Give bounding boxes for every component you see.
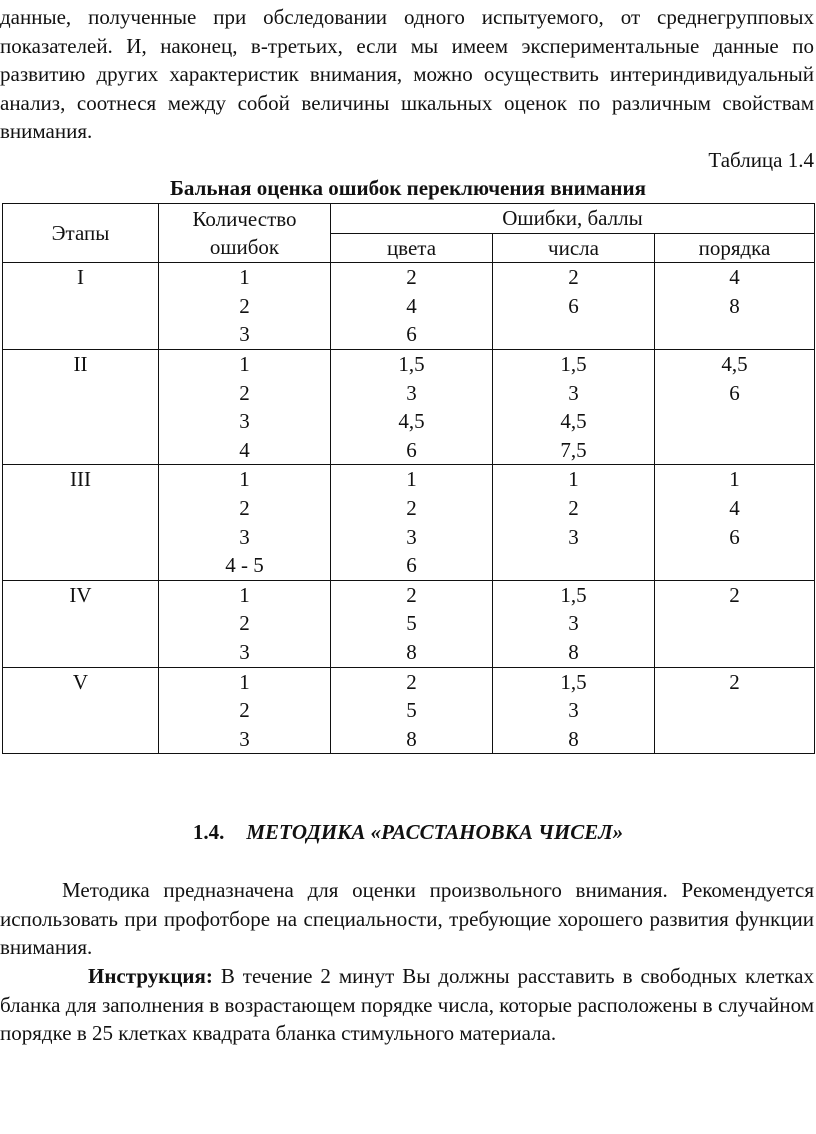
- header-number: числа: [493, 233, 655, 263]
- color-points-value: 3: [406, 380, 417, 405]
- color-points-value: 1,5: [398, 351, 425, 376]
- color-points-cell: [331, 349, 493, 464]
- order-points-value: 4: [729, 265, 740, 290]
- number-points-cell: [493, 465, 655, 580]
- number-points-value: 8: [568, 726, 579, 751]
- color-points-value: 2: [406, 582, 417, 607]
- order-points-value: 2: [729, 582, 740, 607]
- error-count-value: 1: [239, 669, 250, 694]
- color-points-cell: [331, 667, 493, 754]
- color-points-value: 2: [406, 265, 417, 290]
- order-points-value: [655, 320, 814, 349]
- scores-table: [2, 203, 815, 754]
- table-row: [3, 263, 815, 350]
- error-count-value: 2: [239, 495, 250, 520]
- color-points-value: 2: [406, 669, 417, 694]
- color-points-value: 6: [406, 437, 417, 462]
- section-name: МЕТОДИКА «РАССТАНОВКА ЧИСЕЛ»: [246, 820, 624, 844]
- color-points-value: 6: [406, 553, 417, 578]
- error-count-value: 2: [239, 380, 250, 405]
- color-points-value: 3: [406, 524, 417, 549]
- number-points-value: 3: [568, 698, 579, 723]
- order-points-cell: [655, 580, 815, 667]
- order-points-cell: [655, 667, 815, 754]
- stage-cell: V: [3, 667, 159, 754]
- error-count-value: 2: [239, 611, 250, 636]
- table-row: [3, 349, 815, 464]
- number-points-value: 6: [568, 293, 579, 318]
- number-points-cell: [493, 349, 655, 464]
- header-error-count-line2: ошибок: [209, 235, 280, 260]
- error-count-value: 2: [239, 293, 250, 318]
- color-points-value: 6: [406, 322, 417, 347]
- error-count-value: 3: [239, 524, 250, 549]
- number-points-value: [493, 551, 654, 580]
- error-count-value: 3: [239, 322, 250, 347]
- section-number: 1.4.: [192, 820, 225, 844]
- error-count-cell: [159, 349, 331, 464]
- table-header-row: [3, 204, 815, 234]
- error-count-value: 1: [239, 351, 250, 376]
- order-points-value: [655, 407, 814, 436]
- number-points-value: 7,5: [560, 437, 587, 462]
- color-points-value: 8: [406, 726, 417, 751]
- color-points-value: 8: [406, 639, 417, 664]
- number-points-value: 1,5: [560, 669, 587, 694]
- table-title: Бальная оценка ошибок переключения внимания: [170, 176, 646, 200]
- error-count-value: 2: [239, 698, 250, 723]
- order-points-value: 1: [729, 467, 740, 492]
- number-points-cell: [493, 580, 655, 667]
- number-points-value: 1: [568, 467, 579, 492]
- number-points-value: 3: [568, 611, 579, 636]
- table-row: [3, 465, 815, 580]
- stage-cell: III: [3, 465, 159, 580]
- order-points-value: [655, 725, 814, 754]
- color-points-cell: [331, 465, 493, 580]
- order-points-value: 8: [729, 293, 740, 318]
- order-points-value: 6: [729, 380, 740, 405]
- stage-cell: IV: [3, 580, 159, 667]
- error-count-cell: [159, 263, 331, 350]
- order-points-value: 4,5: [721, 351, 748, 376]
- error-count-value: 3: [239, 409, 250, 434]
- header-color: цвета: [331, 233, 493, 263]
- header-error-count-line1: Количество: [192, 206, 297, 231]
- table-row: [3, 580, 815, 667]
- error-count-cell: [159, 667, 331, 754]
- error-count-value: 3: [239, 726, 250, 751]
- instruction-paragraph: [0, 962, 814, 1048]
- error-count-cell: [159, 580, 331, 667]
- error-count-value: 1: [239, 582, 250, 607]
- number-points-value: 1,5: [560, 351, 587, 376]
- color-points-value: 4: [406, 293, 417, 318]
- table-caption: Таблица 1.4: [708, 148, 814, 172]
- order-points-cell: [655, 349, 815, 464]
- error-count-value: 1: [239, 467, 250, 492]
- color-points-value: 5: [406, 698, 417, 723]
- order-points-value: 4: [729, 495, 740, 520]
- order-points-value: [655, 609, 814, 638]
- header-stages: Этапы: [3, 204, 159, 263]
- number-points-value: 3: [568, 380, 579, 405]
- order-points-value: 6: [729, 524, 740, 549]
- error-count-value: 4 - 5: [225, 553, 264, 578]
- color-points-cell: [331, 580, 493, 667]
- color-points-value: 4,5: [398, 409, 425, 434]
- number-points-value: [493, 320, 654, 349]
- color-points-cell: [331, 263, 493, 350]
- error-count-value: 3: [239, 639, 250, 664]
- number-points-cell: [493, 667, 655, 754]
- header-order: порядка: [655, 233, 815, 263]
- stage-cell: I: [3, 263, 159, 350]
- order-points-value: [655, 551, 814, 580]
- order-points-cell: [655, 263, 815, 350]
- order-points-cell: [655, 465, 815, 580]
- order-points-value: [655, 638, 814, 667]
- number-points-value: 8: [568, 639, 579, 664]
- color-points-value: 2: [406, 495, 417, 520]
- color-points-value: 1: [406, 467, 417, 492]
- error-count-cell: [159, 465, 331, 580]
- color-points-value: 5: [406, 611, 417, 636]
- instruction-lead: Инструкция:: [88, 964, 213, 988]
- number-points-value: 4,5: [560, 409, 587, 434]
- number-points-cell: [493, 263, 655, 350]
- number-points-value: 2: [568, 495, 579, 520]
- header-error-count: [159, 204, 331, 263]
- stage-cell: II: [3, 349, 159, 464]
- number-points-value: 2: [568, 265, 579, 290]
- error-count-value: 1: [239, 265, 250, 290]
- number-points-value: 3: [568, 524, 579, 549]
- order-points-value: [655, 696, 814, 725]
- intro-paragraph: данные, полученные при обследовании одного испытуемого, от среднегрупповых показателей. И, наконец, в-третьих, если мы имеем экспериментальные данные по развитию других характеристик внимания, можно осуществить интериндивидуальный анализ, соотнеся между собой величины шкальных оценок по различным свойствам внимания.: [0, 5, 814, 144]
- error-count-value: 4: [239, 437, 250, 462]
- method-description-paragraph: Методика предназначена для оценки произвольного внимания. Рекомендуется использовать при профотборе на специальности, требующие хорошего развития функции внимания.: [0, 878, 814, 960]
- header-points: Ошибки, баллы: [331, 204, 815, 234]
- number-points-value: 1,5: [560, 582, 587, 607]
- order-points-value: [655, 436, 814, 465]
- table-row: [3, 667, 815, 754]
- section-heading: [0, 818, 816, 847]
- instruction-text: В течение 2 минут Вы должны расставить в свободных клетках бланка для заполнения в возрастающем порядке числа, которые расположены в случайном порядке в 25 клетках квадрата бланка стимульного материала.: [0, 964, 814, 1046]
- order-points-value: 2: [729, 669, 740, 694]
